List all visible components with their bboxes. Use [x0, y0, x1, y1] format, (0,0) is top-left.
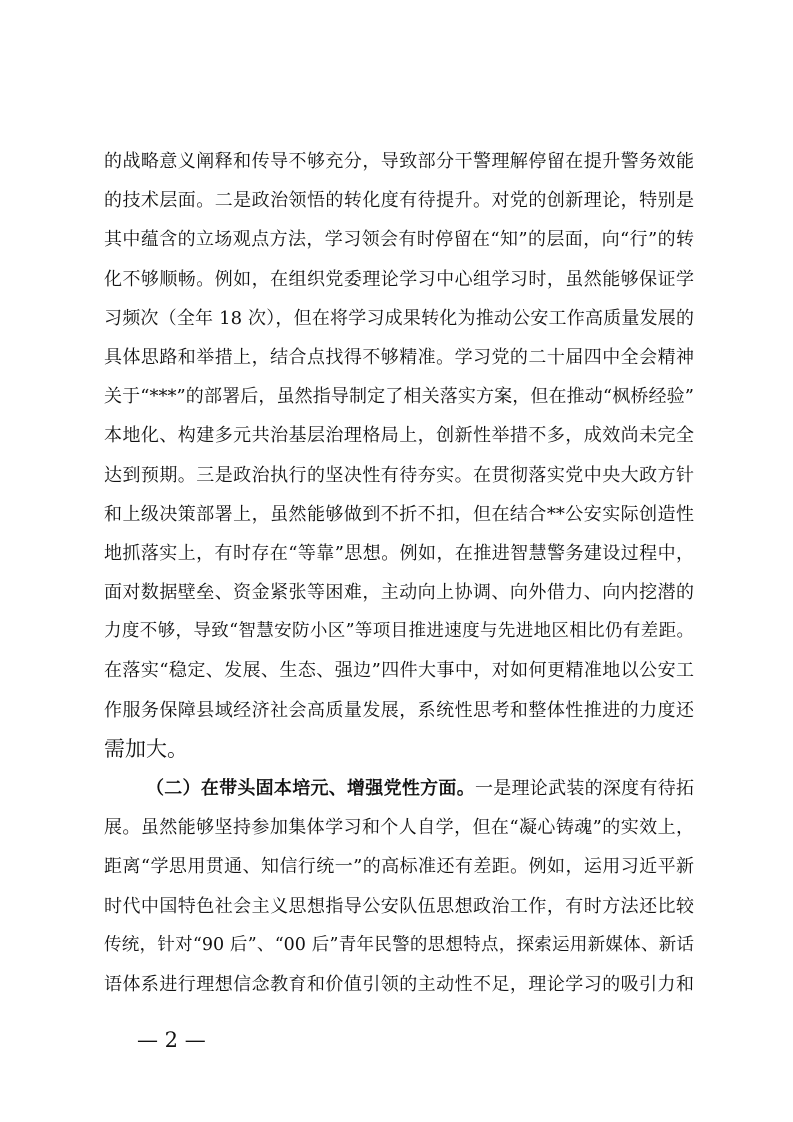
text-line: 时代中国特色社会主义思想指导公安队伍思想政治工作，有时方法还比较	[104, 895, 694, 917]
text-line: 展。虽然能够坚持参加集体学习和个人自学，但在“凝心铸魂”的实效上，	[104, 817, 694, 839]
text-line: 关于“***”的部署后，虽然指导制定了相关落实方案，但在推动“枫桥经验”	[104, 386, 694, 408]
text-line: 在落实“稳定、发展、生态、强边”四件大事中，对如何更精准地以公安工	[104, 660, 694, 682]
text-line: 面对数据壁垒、资金紧张等困难，主动向上协调、向外借力、向内挖潜的	[104, 582, 694, 604]
text-line: 具体思路和举措上，结合点找得不够精准。学习党的二十届四中全会精神	[104, 346, 694, 368]
text-line: 其中蕴含的立场观点方法，学习领会有时停留在“知”的层面，向“行”的转	[104, 229, 694, 251]
text-line: 作服务保障县域经济社会高质量发展，系统性思考和整体性推进的力度还	[104, 699, 694, 721]
text-line: 需加大。	[104, 736, 188, 761]
section-heading: （二）在带头固本培元、增强党性方面。	[146, 778, 475, 799]
text-line: 本地化、构建多元共治基层治理格局上，创新性举措不多，成效尚未完全	[104, 425, 694, 447]
text-line: 传统，针对“90 后”、“00 后”青年民警的思想特点，探索运用新媒体、新话	[104, 934, 694, 955]
text-line: 化不够顺畅。例如，在组织党委理论学习中心组学习时，虽然能够保证学	[104, 268, 694, 290]
text-line: 语体系进行理想信念教育和价值引领的主动性不足，理论学习的吸引力和	[104, 973, 694, 995]
text-line: 和上级决策部署上，虽然能够做到不折不扣，但在结合**公安实际创造性	[104, 503, 694, 525]
paragraph-section-two	[104, 769, 694, 1004]
text-line: 的战略意义阐释和传导不够充分，导致部分干警理解停留在提升警务效能	[104, 151, 694, 172]
text-line: 力度不够，导致“智慧安防小区”等项目推进速度与先进地区相比仍有差距。	[104, 621, 694, 642]
text-line: 的技术层面。二是政治领悟的转化度有待提升。对党的创新理论，特别是	[104, 190, 694, 212]
text-line: 习频次（全年 18 次），但在将学习成果转化为推动公安工作高质量发展的	[104, 307, 694, 329]
section-heading-line	[104, 769, 694, 808]
text-line: 达到预期。三是政治执行的坚决性有待夯实。在贯彻落实党中央大政方针	[104, 464, 694, 486]
section-heading-rest: 一是理论武装的深度有待拓	[474, 778, 695, 799]
text-line: 地抓落实上，有时存在“等靠”思想。例如，在推进智慧警务建设过程中，	[104, 542, 694, 564]
text-line: 距离“学思用贯通、知信行统一”的高标准还有差距。例如，运用习近平新	[104, 856, 694, 878]
document-body	[104, 142, 694, 1004]
paragraph-political-execution	[104, 142, 694, 769]
page-number: — 2 —	[137, 1028, 206, 1052]
